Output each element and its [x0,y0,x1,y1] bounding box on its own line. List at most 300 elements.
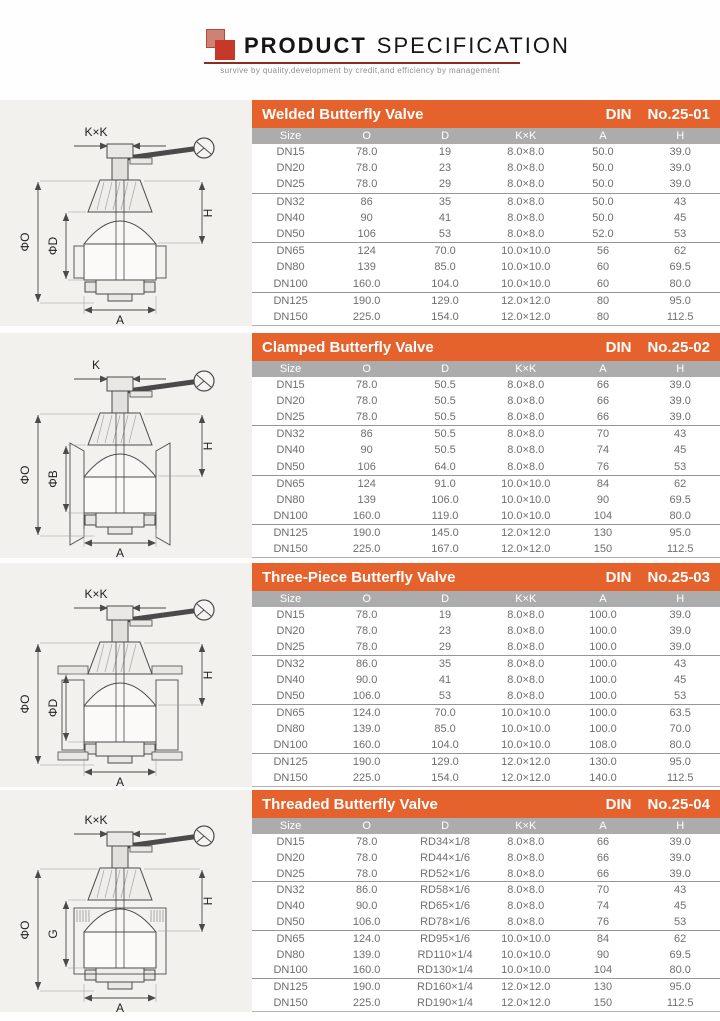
svg-text:H: H [201,441,215,450]
cell-h: 39.0 [669,395,691,408]
cell-o: 139.0 [352,723,381,735]
cell-size: DN150 [273,310,308,323]
table-row-dn40 [252,210,720,226]
cell-a: 150 [593,997,613,1010]
standard-number: No.25-01 [647,105,710,123]
cell-d: 104.0 [431,739,459,751]
column-header-o: O [362,363,371,375]
table-row-dn20 [252,623,720,639]
cell-h: 95.0 [669,526,691,539]
cell-d: 154.0 [431,310,459,323]
cell-o: 139.0 [352,948,381,961]
cell-d: 85.0 [434,723,456,735]
svg-text:H: H [201,208,215,218]
cell-h: 39.0 [669,178,691,191]
table-row-dn40 [252,898,720,914]
cell-kxk: 8.0×8.0 [507,146,545,159]
cell-kxk: 12.0×12.0 [501,310,551,323]
cell-d: 104.0 [431,277,459,290]
cell-h: 45 [674,674,687,686]
cell-size: DN50 [276,690,305,702]
cell-a: 104 [593,509,613,522]
table-row-dn40 [252,442,720,458]
cell-h: 53 [674,460,687,473]
table-row-dn150 [252,309,720,325]
table-title-bar [252,100,720,128]
cell-kxk: 10.0×10.0 [501,707,551,719]
cell-size: DN25 [276,411,305,424]
table-row-dn125 [252,292,720,309]
standard-label: DIN [605,338,632,356]
table-row-dn65 [252,475,720,492]
cell-kxk: 10.0×10.0 [501,964,551,977]
cell-size: DN100 [273,964,308,977]
table-three-piece [252,563,720,787]
cell-h: 80.0 [669,277,691,290]
cell-kxk: 8.0×8.0 [507,178,545,191]
column-header-row [252,818,720,834]
table-row-dn50 [252,688,720,704]
column-header-row [252,361,720,377]
cell-a: 80 [596,294,610,307]
cell-a: 50.0 [592,178,614,191]
column-header-kxk: K×K [515,363,537,375]
table-row-dn150 [252,770,720,786]
cell-o: 78.0 [355,162,378,175]
technical-drawing-three-piece-valve [0,563,252,787]
section-welded-butterfly-valve [0,100,720,326]
cell-o: 124 [357,245,376,258]
table-row-dn100 [252,276,720,292]
cell-size: DN125 [273,526,308,539]
table-row-dn20 [252,160,720,176]
cell-o: 139 [357,261,376,274]
cell-o: 225.0 [352,542,381,555]
cell-d: RD65×1/6 [420,900,470,913]
svg-text:ΦB: ΦB [46,469,60,488]
cell-o: 86 [360,195,373,208]
table-title: Welded Butterfly Valve [262,105,424,123]
cell-kxk: 12.0×12.0 [501,526,551,539]
table-row-dn150 [252,995,720,1011]
cell-h: 69.5 [669,261,691,274]
cell-d: 19 [438,609,452,621]
cell-size: DN100 [273,277,308,290]
cell-h: 95.0 [669,981,691,994]
table-row-dn150 [252,541,720,557]
technical-drawing-welded-valve [0,100,252,326]
cell-size: DN65 [276,932,305,945]
cell-size: DN50 [276,228,305,241]
cell-h: 39.0 [669,411,691,424]
cell-size: DN15 [276,609,305,621]
cell-size: DN32 [276,658,305,670]
cell-h: 95.0 [669,756,691,768]
cell-size: DN65 [276,245,305,258]
table-row-dn125 [252,978,720,995]
cell-a: 74 [596,444,610,457]
cell-kxk: 8.0×8.0 [507,867,545,880]
cell-o: 86.0 [355,884,378,897]
table-row-dn25 [252,866,720,882]
column-header-h: H [676,820,685,832]
cell-a: 66 [596,379,610,392]
cell-o: 90.0 [355,674,378,686]
cell-h: 39.0 [669,625,691,637]
table-row-dn32 [252,425,720,442]
cell-d: 41 [438,674,452,686]
cell-d: 106.0 [431,493,459,506]
cell-h: 45 [674,211,687,224]
section-clamped-butterfly-valve [0,333,720,558]
cell-size: DN65 [276,477,305,490]
cell-h: 39.0 [669,641,691,653]
cell-d: RD190×1/4 [417,997,474,1010]
cell-o: 90 [360,444,373,457]
cell-d: 53 [438,690,452,702]
cell-kxk: 12.0×12.0 [501,997,551,1010]
cell-o: 78.0 [355,379,378,392]
cell-a: 100.0 [589,641,617,653]
section-threaded-butterfly-valve [0,790,720,1012]
cell-a: 56 [596,245,610,258]
cell-h: 43 [674,658,687,670]
cell-a: 50.0 [592,162,614,175]
cell-h: 62 [674,245,687,258]
cell-size: DN150 [273,772,308,784]
cell-kxk: 10.0×10.0 [501,493,551,506]
cell-d: 129.0 [431,294,459,307]
cell-size: DN150 [273,542,308,555]
cell-o: 160.0 [352,277,381,290]
cell-size: DN15 [276,146,305,159]
cell-size: DN15 [276,835,305,848]
svg-text:A: A [115,545,125,559]
column-header-size: Size [279,820,302,832]
cell-o: 139 [357,493,376,506]
cell-kxk: 8.0×8.0 [507,625,545,637]
svg-text:G: G [46,929,60,939]
cell-size: DN125 [273,981,308,994]
cell-h: 80.0 [669,739,691,751]
table-row-dn80 [252,947,720,963]
logo-front-square-icon [215,40,235,60]
page-title-word1: PRODUCT [244,33,367,58]
cell-kxk: 8.0×8.0 [507,444,545,457]
cell-kxk: 10.0×10.0 [501,932,551,945]
cell-kxk: 10.0×10.0 [501,723,551,735]
cell-h: 39.0 [669,162,691,175]
cell-size: DN40 [276,900,305,913]
column-header-size: Size [279,130,302,142]
svg-text:ΦD: ΦD [46,698,60,718]
cell-h: 53 [674,915,687,928]
cell-kxk: 12.0×12.0 [501,756,551,768]
cell-kxk: 10.0×10.0 [501,739,551,751]
cell-d: RD44×1/6 [420,851,470,864]
table-row-dn100 [252,737,720,753]
column-header-kxk: K×K [515,820,537,832]
cell-h: 112.5 [666,542,694,555]
cell-d: 145.0 [431,526,459,539]
cell-size: DN25 [276,867,305,880]
cell-kxk: 10.0×10.0 [501,477,551,490]
table-row-dn25 [252,176,720,192]
svg-text:A: A [115,1001,125,1014]
cell-o: 124.0 [352,707,381,719]
table-clamped [252,333,720,558]
cell-size: DN50 [276,915,305,928]
cell-size: DN40 [276,444,305,457]
table-row-dn15 [252,607,720,623]
standard-label: DIN [605,795,632,813]
cell-h: 112.5 [666,772,694,784]
svg-text:H: H [201,670,215,680]
cell-h: 53 [674,690,687,702]
cell-a: 100.0 [589,625,617,637]
column-header-a: A [599,593,607,605]
cell-o: 78.0 [355,178,378,191]
cell-a: 66 [596,851,610,864]
table-row-dn100 [252,963,720,979]
svg-text:K×K: K×K [84,813,108,827]
cell-a: 66 [596,395,610,408]
cell-d: 154.0 [431,772,459,784]
cell-size: DN80 [276,948,305,961]
header-tagline: survive by quality,development by credit,and efficiency by management [220,66,500,75]
cell-d: RD130×1/4 [417,964,474,977]
cell-kxk: 8.0×8.0 [507,195,545,208]
svg-text:ΦO: ΦO [18,232,32,252]
cell-d: RD34×1/8 [420,835,470,848]
standard-number: No.25-04 [647,795,710,813]
table-welded [252,100,720,326]
cell-a: 108.0 [589,739,617,751]
cell-size: DN20 [276,162,305,175]
cell-h: 70.0 [669,723,691,735]
cell-size: DN32 [276,884,305,897]
cell-a: 66 [596,411,610,424]
table-row-dn32 [252,193,720,210]
cell-size: DN20 [276,625,305,637]
cell-a: 100.0 [589,707,617,719]
column-header-a: A [599,130,607,142]
cell-a: 74 [596,900,610,913]
cell-size: DN20 [276,851,305,864]
cell-size: DN125 [273,756,308,768]
cell-o: 90.0 [355,900,378,913]
cell-kxk: 8.0×8.0 [507,884,545,897]
cell-o: 78.0 [355,411,378,424]
cell-o: 78.0 [355,641,378,653]
column-header-a: A [599,363,607,375]
cell-a: 90 [596,948,610,961]
cell-o: 78.0 [355,609,378,621]
table-row-dn15 [252,144,720,160]
column-header-a: A [599,820,607,832]
cell-o: 160.0 [352,739,381,751]
cell-d: RD95×1/6 [420,932,470,945]
cell-h: 53 [674,228,687,241]
cell-o: 124.0 [352,932,381,945]
cell-d: 35 [438,658,452,670]
cell-o: 86 [360,428,373,441]
cell-size: DN100 [273,509,308,522]
cell-a: 130 [593,526,613,539]
page-title [244,33,570,59]
column-header-o: O [362,130,371,142]
column-header-row [252,591,720,607]
cell-o: 106.0 [352,915,381,928]
cell-d: 41 [438,211,452,224]
cell-d: 119.0 [431,509,459,522]
cell-o: 78.0 [355,395,378,408]
cell-d: RD78×1/6 [420,915,470,928]
cell-h: 45 [674,900,687,913]
cell-o: 78.0 [355,867,378,880]
cell-a: 60 [596,277,610,290]
cell-a: 100.0 [589,609,617,621]
table-threaded [252,790,720,1012]
table-row-dn32 [252,881,720,898]
standard-label: DIN [605,105,632,123]
cell-a: 60 [596,261,610,274]
cell-d: 19 [438,146,452,159]
svg-text:ΦO: ΦO [18,920,32,940]
cell-size: DN65 [276,707,305,719]
cell-size: DN80 [276,723,305,735]
cell-h: 39.0 [669,867,691,880]
cell-h: 80.0 [669,509,691,522]
cell-h: 39.0 [669,835,691,848]
cell-a: 84 [596,477,610,490]
cell-o: 86.0 [355,658,378,670]
cell-kxk: 10.0×10.0 [501,245,551,258]
cell-size: DN125 [273,294,308,307]
table-row-dn20 [252,850,720,866]
cell-size: DN25 [276,641,305,653]
cell-a: 76 [596,460,610,473]
page-title-word2: SPECIFICATION [376,33,570,58]
cell-o: 78.0 [355,835,378,848]
svg-text:A: A [115,775,125,788]
cell-o: 190.0 [352,981,381,994]
svg-text:K×K: K×K [84,125,108,139]
column-header-d: D [441,593,450,605]
standard-label: DIN [605,568,632,586]
cell-kxk: 8.0×8.0 [507,900,545,913]
cell-kxk: 8.0×8.0 [507,379,545,392]
cell-kxk: 8.0×8.0 [507,228,545,241]
cell-h: 39.0 [669,609,691,621]
cell-a: 80 [596,310,610,323]
svg-text:H: H [201,896,215,906]
cell-o: 106 [357,460,376,473]
cell-h: 39.0 [669,379,691,392]
svg-text:K×K: K×K [84,587,108,601]
cell-kxk: 8.0×8.0 [507,851,545,864]
cell-d: 70.0 [434,245,456,258]
cell-a: 50.0 [592,146,614,159]
cell-h: 63.5 [669,707,691,719]
cell-a: 52.0 [592,228,614,241]
cell-size: DN40 [276,674,305,686]
svg-text:ΦD: ΦD [46,236,60,256]
cell-kxk: 8.0×8.0 [507,428,545,441]
cell-h: 95.0 [669,294,691,307]
table-body [252,834,720,1012]
cell-h: 80.0 [669,964,691,977]
cell-d: 50.5 [434,395,456,408]
cell-h: 69.5 [669,493,691,506]
column-header-h: H [676,363,685,375]
cell-d: 91.0 [434,477,456,490]
cell-a: 50.0 [592,195,614,208]
cell-a: 84 [596,932,610,945]
table-row-dn50 [252,458,720,474]
cell-d: RD52×1/6 [420,867,470,880]
column-header-o: O [362,820,371,832]
column-header-row [252,128,720,144]
cell-size: DN40 [276,211,305,224]
cell-o: 190.0 [352,526,381,539]
cell-o: 225.0 [352,772,381,784]
column-header-size: Size [279,363,302,375]
column-header-o: O [362,593,371,605]
table-row-dn65 [252,930,720,947]
column-header-d: D [441,363,450,375]
table-title: Threaded Butterfly Valve [262,795,438,813]
cell-kxk: 8.0×8.0 [507,658,545,670]
cell-size: DN20 [276,395,305,408]
column-header-h: H [676,593,685,605]
cell-kxk: 8.0×8.0 [507,411,545,424]
cell-kxk: 8.0×8.0 [507,162,545,175]
cell-h: 112.5 [666,997,694,1010]
table-title: Clamped Butterfly Valve [262,338,434,356]
cell-h: 43 [674,428,687,441]
cell-a: 76 [596,915,610,928]
table-row-dn125 [252,753,720,770]
cell-o: 90 [360,211,373,224]
cell-o: 190.0 [352,756,381,768]
technical-drawing-threaded-valve [0,790,252,1012]
cell-a: 70 [596,428,610,441]
cell-a: 104 [593,964,613,977]
cell-size: DN150 [273,997,308,1010]
cell-a: 66 [596,867,610,880]
cell-d: 29 [438,178,452,191]
cell-o: 190.0 [352,294,381,307]
cell-d: 85.0 [434,261,456,274]
cell-o: 124 [357,477,376,490]
table-row-dn20 [252,393,720,409]
cell-size: DN100 [273,739,308,751]
table-row-dn25 [252,409,720,425]
cell-size: DN32 [276,195,305,208]
cell-d: 64.0 [434,460,456,473]
cell-d: 167.0 [431,542,459,555]
cell-d: 23 [438,625,452,637]
table-row-dn32 [252,655,720,672]
table-row-dn65 [252,242,720,259]
cell-d: 50.5 [434,444,456,457]
cell-a: 50.0 [592,211,614,224]
table-title-bar [252,790,720,818]
cell-d: 50.5 [434,379,456,392]
cell-o: 78.0 [355,625,378,637]
cell-a: 130 [593,981,613,994]
